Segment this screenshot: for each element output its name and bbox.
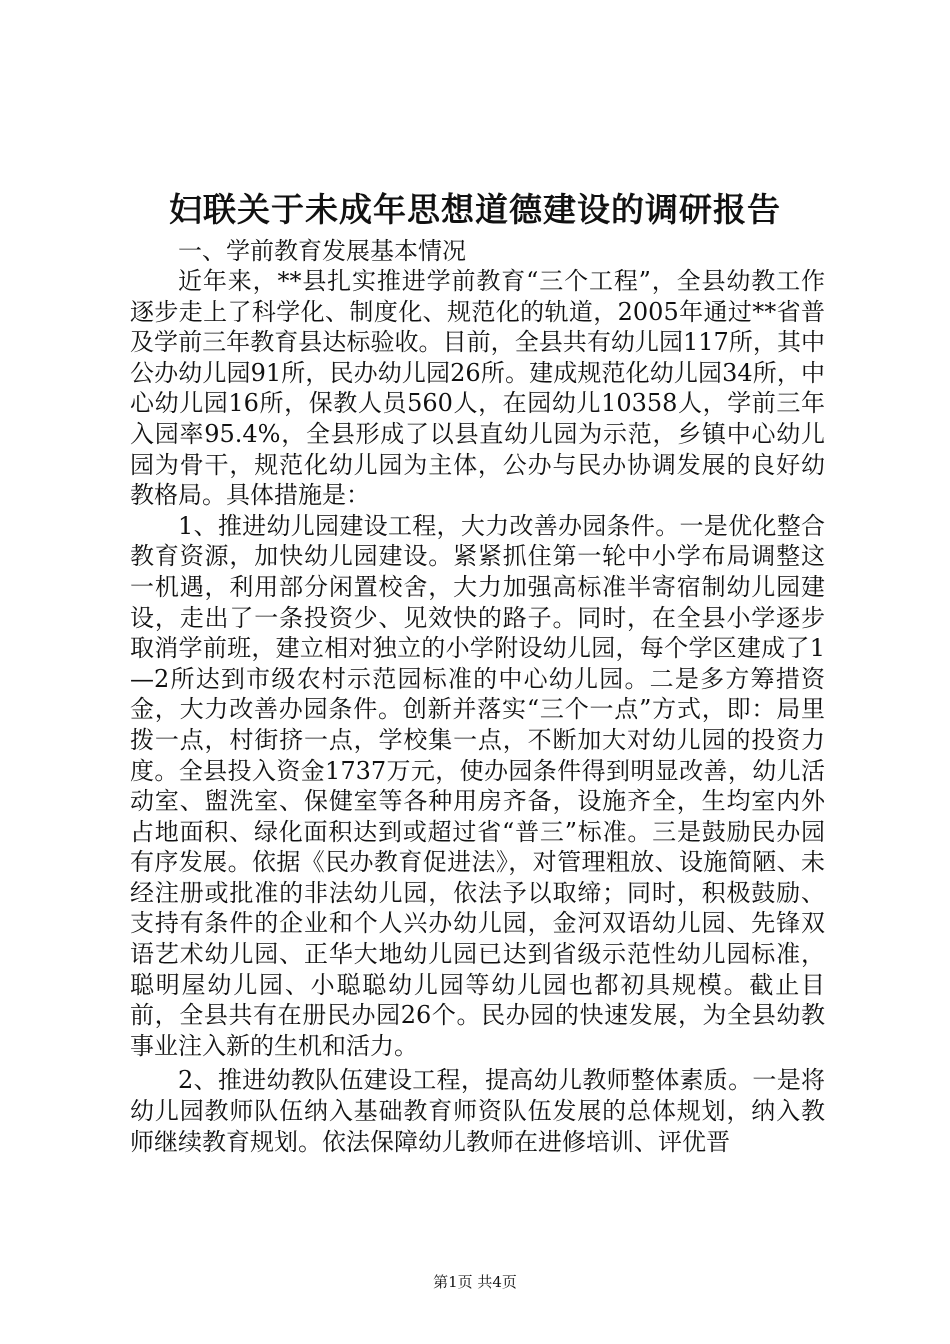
page-footer: 第1页 共4页 bbox=[433, 1273, 517, 1291]
document-title: 妇联关于未成年思想道德建设的调研报告 bbox=[169, 190, 781, 229]
document-body bbox=[130, 236, 825, 1157]
section-heading: 一、学前教育发展基本情况 bbox=[178, 237, 466, 265]
paragraph-measure-2: 2、推进幼教队伍建设工程，提高幼儿教师整体素质。一是将幼儿园教师队伍纳入基础教育师资队伍发展的总体规划，纳入教师继续教育规划。依法保障幼儿教师在进修培训、评优晋 bbox=[130, 1066, 825, 1156]
paragraph-overview: 近年来，**县扎实推进学前教育“三个工程”，全县幼教工作逐步走上了科学化、制度化、规范化的轨道，2005年通过**省普及学前三年教育县达标验收。目前，全县共有幼儿园117所，其中公办幼儿园91所，民办幼儿园26所。建成规范化幼儿园34所，中心幼儿园16所，保教人员560人，在园幼儿10358人，学前三年入园率95.4%，全县形成了以县直幼儿园为示范，乡镇中心幼儿园为骨干，规范化幼儿园为主体，公办与民办协调发展的良好幼教格局。具体措施是： bbox=[130, 267, 825, 510]
paragraph-measure-1: 1、推进幼儿园建设工程，大力改善办园条件。一是优化整合教育资源，加快幼儿园建设。紧紧抓住第一轮中小学布局调整这一机遇，利用部分闲置校舍，大力加强高标准半寄宿制幼儿园建设，走出了一条投资少、见效快的路子。同时，在全县小学逐步取消学前班，建立相对独立的小学附设幼儿园，每个学区建成了1—2所达到市级农村示范园标准的中心幼儿园。二是多方筹措资金，大力改善办园条件。创新并落实“三个一点”方式，即：局里拨一点，村街挤一点，学校集一点，不断加大对幼儿园的投资力度。全县投入资金1737万元，使办园条件得到明显改善，幼儿活动室、盥洗室、保健室等各种用房齐备，设施齐全，生均室内外占地面积、绿化面积达到或超过省“普三”标准。三是鼓励民办园有序发展。依据《民办教育促进法》，对管理粗放、设施简陋、未经注册或批准的非法幼儿园，依法予以取缔；同时，积极鼓励、支持有条件的企业和个人兴办幼儿园，金河双语幼儿园、先锋双语艺术幼儿园、正华大地幼儿园已达到省级示范性幼儿园标准，聪明屋幼儿园、小聪聪幼儿园等幼儿园也都初具规模。截止目前，全县共有在册民办园26个。民办园的快速发展，为全县幼教事业注入新的生机和活力。 bbox=[130, 511, 825, 1060]
